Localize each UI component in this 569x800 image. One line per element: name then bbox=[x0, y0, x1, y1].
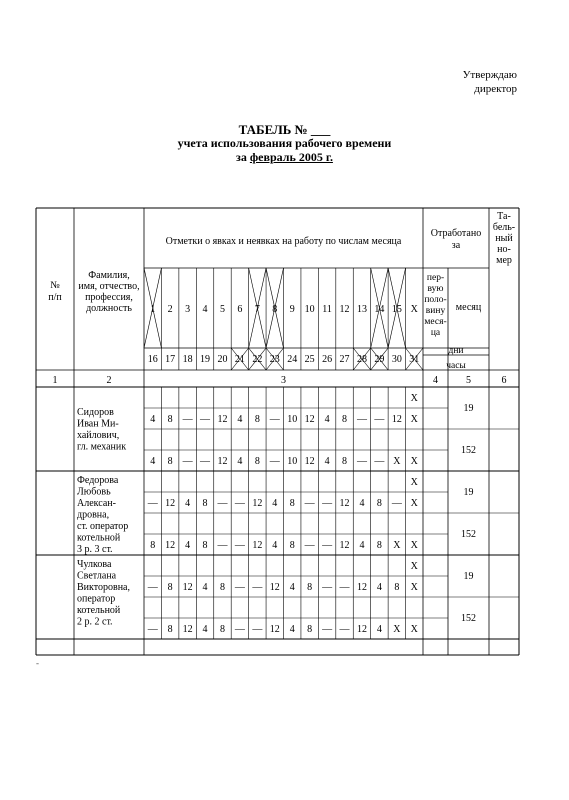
header-num: п/п bbox=[48, 292, 62, 303]
attendance-mark: 12 bbox=[165, 540, 176, 551]
attendance-mark: X bbox=[410, 456, 418, 467]
header-days: дни bbox=[448, 346, 464, 356]
attendance-mark: 12 bbox=[269, 624, 280, 635]
attendance-mark: 8 bbox=[307, 624, 313, 635]
worked-days: 19 bbox=[463, 571, 474, 582]
attendance-mark: 8 bbox=[167, 414, 173, 425]
attendance-mark: 8 bbox=[219, 582, 225, 593]
attendance-mark: 8 bbox=[150, 540, 156, 551]
attendance-mark: 12 bbox=[304, 414, 315, 425]
day-number: 5 bbox=[219, 304, 225, 315]
attendance-mark: 8 bbox=[219, 624, 225, 635]
attendance-mark: X bbox=[393, 540, 401, 551]
attendance-mark: 8 bbox=[167, 456, 173, 467]
employee-name-line: Федорова bbox=[77, 475, 119, 486]
employee-name-line: гл. механик bbox=[77, 441, 127, 453]
attendance-mark: — bbox=[339, 582, 350, 593]
attendance-mark: 4 bbox=[324, 456, 330, 467]
day-number: 30 bbox=[391, 354, 402, 365]
day-number: 22 bbox=[252, 354, 263, 365]
employee-name-line: Светлана bbox=[77, 570, 117, 582]
attendance-mark: — bbox=[391, 498, 402, 509]
attendance-mark: — bbox=[147, 624, 158, 635]
column-number: 1 bbox=[52, 375, 58, 386]
header-hours: часы bbox=[446, 361, 466, 371]
attendance-mark: — bbox=[147, 498, 158, 509]
attendance-mark: X bbox=[410, 624, 418, 635]
attendance-mark: 8 bbox=[254, 456, 260, 467]
employee-name-line: Чулкова bbox=[77, 559, 112, 570]
day-number: 1 bbox=[150, 304, 156, 315]
header-tab-number: Та- bbox=[497, 211, 511, 222]
day-number: 28 bbox=[356, 354, 367, 365]
worked-days: 19 bbox=[463, 403, 474, 414]
header-first-half: вую bbox=[427, 284, 444, 294]
day-number: 25 bbox=[304, 354, 315, 365]
period-value: февраль 2005 г. bbox=[249, 150, 333, 164]
header-num: № bbox=[50, 280, 60, 291]
attendance-mark: X bbox=[393, 456, 401, 467]
employee-name-line: котельной bbox=[77, 605, 121, 616]
header-fio: профессия, bbox=[85, 292, 133, 303]
employee-name-line: Алексан- bbox=[77, 498, 116, 509]
column-number: 6 bbox=[501, 375, 507, 386]
period-prefix: за bbox=[236, 150, 250, 164]
attendance-mark: 8 bbox=[376, 498, 382, 509]
attendance-mark: 8 bbox=[167, 582, 173, 593]
header-worked: Отработано bbox=[430, 228, 482, 239]
employee-name-line: Сидоров bbox=[77, 407, 114, 418]
column-number: 4 bbox=[433, 375, 438, 386]
attendance-mark: — bbox=[304, 498, 315, 509]
attendance-mark: 4 bbox=[359, 498, 365, 509]
attendance-mark: 8 bbox=[202, 498, 208, 509]
attendance-mark: 8 bbox=[289, 540, 295, 551]
attendance-mark: — bbox=[322, 540, 333, 551]
attendance-mark: 4 bbox=[289, 624, 295, 635]
day-number: 4 bbox=[202, 304, 208, 315]
attendance-mark: 4 bbox=[376, 624, 382, 635]
attendance-mark: 12 bbox=[182, 624, 193, 635]
attendance-mark: 4 bbox=[376, 582, 382, 593]
attendance-mark: 12 bbox=[339, 498, 350, 509]
worked-hours: 152 bbox=[461, 445, 476, 456]
day-number: X bbox=[410, 304, 418, 315]
attendance-mark: X bbox=[410, 582, 418, 593]
attendance-mark: — bbox=[182, 456, 193, 467]
footer-mark: - bbox=[36, 658, 39, 668]
day-number: 7 bbox=[254, 304, 260, 315]
attendance-mark: — bbox=[356, 414, 367, 425]
attendance-mark: 4 bbox=[202, 624, 208, 635]
attendance-mark: — bbox=[322, 624, 333, 635]
column-number: 5 bbox=[466, 375, 471, 386]
attendance-mark: — bbox=[234, 624, 245, 635]
attendance-mark: 4 bbox=[359, 540, 365, 551]
attendance-mark: 4 bbox=[150, 414, 156, 425]
day-number: 9 bbox=[289, 304, 295, 315]
day-number: 27 bbox=[339, 354, 350, 365]
day-number: 24 bbox=[287, 354, 298, 365]
attendance-mark: 10 bbox=[287, 456, 298, 467]
attendance-mark: 12 bbox=[165, 498, 176, 509]
attendance-mark: 8 bbox=[394, 582, 400, 593]
attendance-mark: 8 bbox=[254, 414, 260, 425]
day-number: 8 bbox=[272, 304, 278, 315]
attendance-mark: — bbox=[234, 540, 245, 551]
attendance-mark: 10 bbox=[287, 414, 298, 425]
attendance-mark: 4 bbox=[272, 540, 278, 551]
attendance-mark: 12 bbox=[217, 414, 228, 425]
employee-name-line: 3 р. 3 ст. bbox=[77, 544, 113, 555]
header-tab-number: ный bbox=[495, 233, 513, 244]
day-number: 23 bbox=[269, 354, 280, 365]
approval-line-1: Утверждаю bbox=[462, 69, 517, 81]
attendance-mark: — bbox=[234, 498, 245, 509]
attendance-mark: 4 bbox=[202, 582, 208, 593]
attendance-mark: 12 bbox=[217, 456, 228, 467]
header-worked: за bbox=[451, 240, 461, 251]
attendance-mark: 8 bbox=[202, 540, 208, 551]
header-fio: Фамилия, bbox=[88, 270, 130, 281]
attendance-mark: 4 bbox=[324, 414, 330, 425]
attendance-mark: 12 bbox=[252, 540, 263, 551]
employee-name-line: котельной bbox=[77, 532, 121, 544]
day-number: 3 bbox=[185, 304, 191, 315]
attendance-mark: — bbox=[200, 456, 211, 467]
header-first-half: ца bbox=[430, 328, 441, 338]
attendance-mark: — bbox=[217, 540, 228, 551]
column-number: 2 bbox=[106, 375, 112, 386]
header-marks: Отметки о явках и неявках на работу по числам месяца bbox=[165, 236, 402, 247]
day-number: 15 bbox=[391, 304, 402, 315]
day-number: 29 bbox=[374, 354, 385, 365]
header-first-half: пер- bbox=[426, 273, 445, 283]
worked-hours: 152 bbox=[461, 529, 476, 540]
attendance-mark: — bbox=[374, 414, 385, 425]
attendance-mark: 8 bbox=[167, 624, 173, 635]
attendance-mark: 8 bbox=[342, 456, 348, 467]
attendance-mark: X bbox=[393, 624, 401, 635]
attendance-mark: — bbox=[252, 582, 263, 593]
attendance-mark: X bbox=[410, 561, 418, 572]
employee-name-line: хайлович, bbox=[77, 430, 120, 441]
attendance-mark: 4 bbox=[185, 498, 191, 509]
day-number: 26 bbox=[322, 354, 333, 365]
attendance-mark: 4 bbox=[289, 582, 295, 593]
column-number: 3 bbox=[281, 375, 286, 386]
day-number: 6 bbox=[237, 304, 243, 315]
employee-name-line: оператор bbox=[77, 593, 116, 605]
attendance-mark: X bbox=[410, 498, 418, 509]
attendance-mark: — bbox=[339, 624, 350, 635]
day-number: 21 bbox=[234, 354, 245, 365]
attendance-mark: 12 bbox=[391, 414, 402, 425]
day-number: 18 bbox=[182, 354, 193, 365]
attendance-mark: 12 bbox=[182, 582, 193, 593]
attendance-mark: — bbox=[200, 414, 211, 425]
attendance-mark: — bbox=[147, 582, 158, 593]
header-first-half: поло- bbox=[424, 295, 447, 305]
day-number: 13 bbox=[356, 304, 367, 315]
employee-name-line: Любовь bbox=[77, 486, 111, 498]
header-tab-number: мер bbox=[496, 255, 512, 266]
day-number: 19 bbox=[200, 354, 211, 365]
attendance-mark: 4 bbox=[237, 456, 243, 467]
attendance-mark: X bbox=[410, 540, 418, 551]
attendance-mark: 8 bbox=[289, 498, 295, 509]
attendance-mark: 4 bbox=[237, 414, 243, 425]
attendance-mark: — bbox=[217, 498, 228, 509]
day-number: 20 bbox=[217, 354, 228, 365]
employee-name-line: Иван Ми- bbox=[77, 418, 119, 430]
document-subtitle: учета использования рабочего времени bbox=[177, 136, 392, 150]
attendance-mark: 4 bbox=[185, 540, 191, 551]
attendance-mark: X bbox=[410, 414, 418, 425]
attendance-mark: X bbox=[410, 477, 418, 488]
header-tab-number: бель- bbox=[492, 222, 516, 233]
attendance-mark: — bbox=[304, 540, 315, 551]
attendance-mark: 12 bbox=[356, 624, 367, 635]
day-number: 17 bbox=[165, 354, 176, 365]
attendance-mark: — bbox=[322, 582, 333, 593]
document-title: ТАБЕЛЬ № ___ bbox=[238, 122, 331, 137]
day-number: 11 bbox=[322, 304, 332, 315]
header-tab-number: но- bbox=[497, 244, 511, 255]
attendance-mark: 12 bbox=[252, 498, 263, 509]
header-first-half: меся- bbox=[424, 317, 447, 327]
attendance-mark: 8 bbox=[342, 414, 348, 425]
day-number: 31 bbox=[409, 354, 420, 365]
attendance-mark: — bbox=[322, 498, 333, 509]
attendance-mark: — bbox=[269, 456, 280, 467]
attendance-mark: 8 bbox=[376, 540, 382, 551]
day-number: 2 bbox=[167, 304, 173, 315]
attendance-mark: — bbox=[252, 624, 263, 635]
attendance-mark: X bbox=[410, 393, 418, 404]
header-fio: должность bbox=[86, 303, 132, 314]
worked-days: 19 bbox=[463, 487, 474, 498]
employee-name-line: дровна, bbox=[77, 509, 110, 521]
attendance-mark: — bbox=[269, 414, 280, 425]
employee-name-line: Викторовна, bbox=[77, 582, 130, 593]
attendance-mark: 12 bbox=[304, 456, 315, 467]
employee-name-line: ст. оператор bbox=[77, 521, 129, 532]
header-fio: имя, отчество, bbox=[78, 281, 140, 292]
attendance-mark: 12 bbox=[339, 540, 350, 551]
header-month: месяц bbox=[455, 302, 482, 313]
day-number: 10 bbox=[304, 304, 315, 315]
attendance-mark: 4 bbox=[150, 456, 156, 467]
attendance-mark: — bbox=[182, 414, 193, 425]
header-first-half: вину bbox=[425, 306, 446, 316]
worked-hours: 152 bbox=[461, 613, 476, 624]
attendance-mark: 8 bbox=[307, 582, 313, 593]
approval-line-2: директор bbox=[474, 83, 517, 95]
attendance-mark: 12 bbox=[356, 582, 367, 593]
attendance-mark: — bbox=[374, 456, 385, 467]
attendance-mark: — bbox=[234, 582, 245, 593]
attendance-mark: — bbox=[356, 456, 367, 467]
attendance-mark: 12 bbox=[269, 582, 280, 593]
day-number: 14 bbox=[374, 304, 385, 315]
day-number: 12 bbox=[339, 304, 350, 315]
employee-name-line: 2 р. 2 ст. bbox=[77, 616, 113, 628]
day-number: 16 bbox=[147, 354, 158, 365]
attendance-mark: 4 bbox=[272, 498, 278, 509]
